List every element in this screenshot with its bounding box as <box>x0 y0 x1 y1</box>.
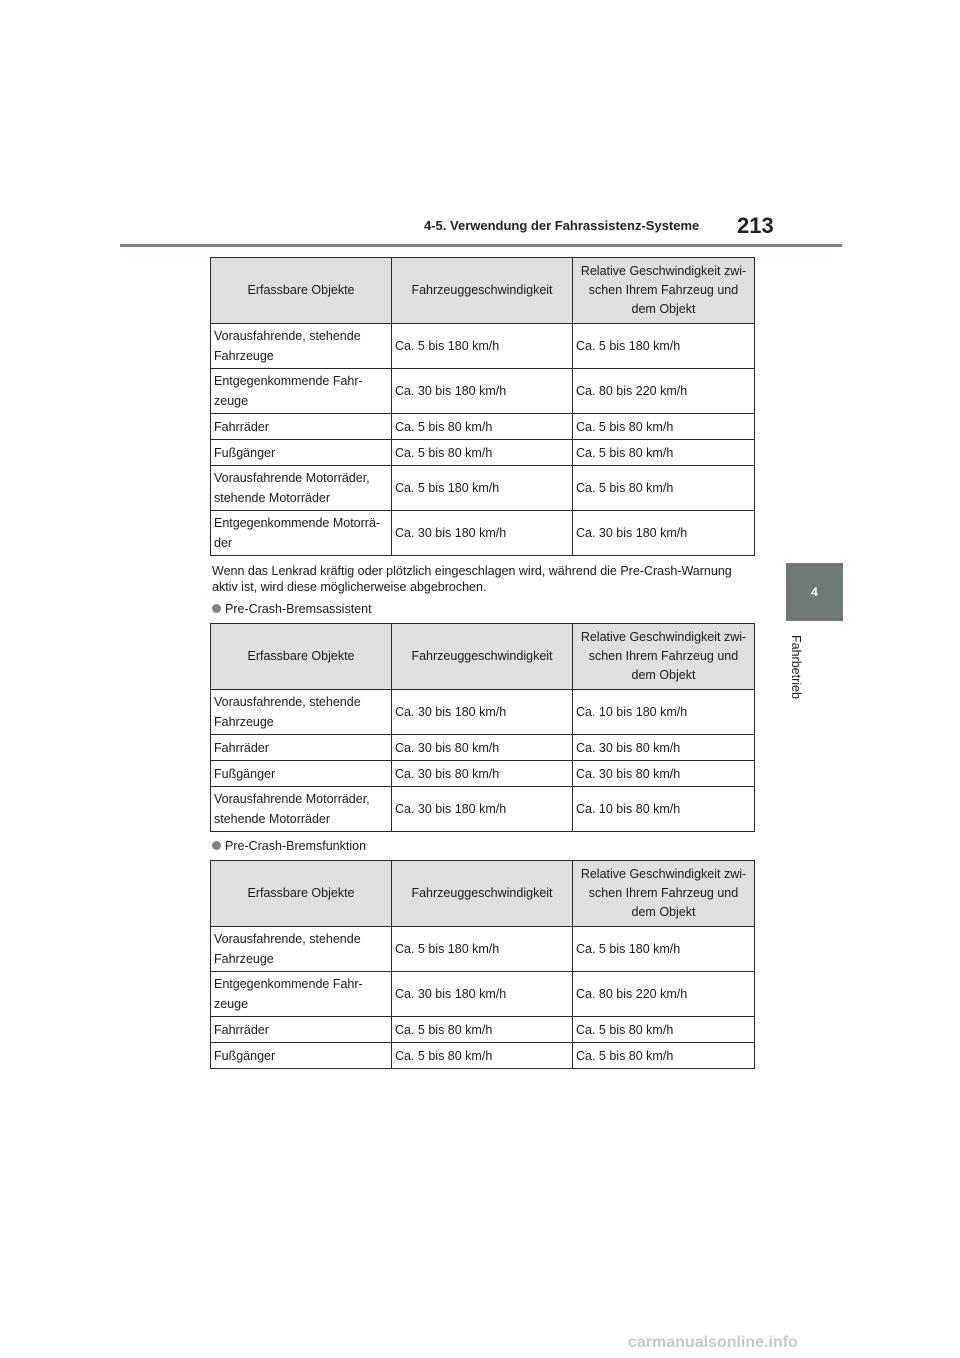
header-vehicle-speed: Fahrzeuggeschwindigkeit <box>392 624 573 690</box>
chapter-tab[interactable] <box>786 563 843 621</box>
table-row <box>211 761 755 787</box>
cell-object: Fahrräder <box>211 1017 392 1043</box>
detection-table-pre-crash-warning <box>210 257 755 556</box>
cell-object: Vorausfahrende, stehende Fahrzeuge <box>211 927 392 972</box>
bullet-brake-assist <box>212 602 372 616</box>
cell-vehicle-speed: Ca. 30 bis 180 km/h <box>392 511 573 556</box>
cell-object: Fußgänger <box>211 761 392 787</box>
cell-relative-speed: Ca. 80 bis 220 km/h <box>573 369 755 414</box>
table-row <box>211 1017 755 1043</box>
cell-object: Entgegenkommende Fahr- zeuge <box>211 972 392 1017</box>
info-paragraph: Wenn das Lenkrad kräftig oder plötzlich eingeschlagen wird, während die Pre-Crash-Warnung aktiv ist, wird diese möglicherweise abgebrochen. <box>212 564 732 594</box>
cell-relative-speed: Ca. 80 bis 220 km/h <box>573 972 755 1017</box>
cell-relative-speed: Ca. 5 bis 180 km/h <box>573 324 755 369</box>
cell-vehicle-speed: Ca. 5 bis 80 km/h <box>392 414 573 440</box>
table-header-row <box>211 624 755 690</box>
cell-relative-speed: Ca. 5 bis 80 km/h <box>573 440 755 466</box>
header-vehicle-speed: Fahrzeuggeschwindigkeit <box>392 861 573 927</box>
cell-vehicle-speed: Ca. 30 bis 180 km/h <box>392 690 573 735</box>
cell-object: Vorausfahrende, stehende Fahrzeuge <box>211 324 392 369</box>
watermark: carmanualsonline.info <box>628 1334 798 1351</box>
header-detectable-objects: Erfassbare Objekte <box>211 624 392 690</box>
cell-vehicle-speed: Ca. 30 bis 80 km/h <box>392 735 573 761</box>
bullet-label: Pre-Crash-Bremsfunktion <box>225 839 367 853</box>
table-row <box>211 440 755 466</box>
table-row <box>211 466 755 511</box>
cell-object: Vorausfahrende, stehende Fahrzeuge <box>211 690 392 735</box>
cell-vehicle-speed: Ca. 5 bis 180 km/h <box>392 324 573 369</box>
cell-relative-speed: Ca. 5 bis 80 km/h <box>573 1043 755 1069</box>
cell-relative-speed: Ca. 30 bis 80 km/h <box>573 761 755 787</box>
cell-object: Fußgänger <box>211 1043 392 1069</box>
table-row <box>211 324 755 369</box>
detection-table-brake-function <box>210 860 755 1069</box>
cell-relative-speed: Ca. 5 bis 180 km/h <box>573 927 755 972</box>
table-row <box>211 735 755 761</box>
cell-object: Entgegenkommende Fahr- zeuge <box>211 369 392 414</box>
cell-relative-speed: Ca. 30 bis 180 km/h <box>573 511 755 556</box>
cell-relative-speed: Ca. 10 bis 80 km/h <box>573 787 755 832</box>
table-row <box>211 972 755 1017</box>
cell-relative-speed: Ca. 5 bis 80 km/h <box>573 466 755 511</box>
bullet-dot-icon <box>212 841 221 850</box>
chapter-label: Fahrbetrieb <box>789 635 803 699</box>
cell-object: Vorausfahrende Motorräder, stehende Motorräder <box>211 787 392 832</box>
cell-vehicle-speed: Ca. 30 bis 180 km/h <box>392 369 573 414</box>
header-detectable-objects: Erfassbare Objekte <box>211 258 392 324</box>
bullet-brake-function <box>212 839 366 853</box>
cell-vehicle-speed: Ca. 5 bis 80 km/h <box>392 1043 573 1069</box>
bullet-dot-icon <box>212 604 221 613</box>
header-relative-speed: Relative Geschwindigkeit zwi- schen Ihrem Fahrzeug und dem Objekt <box>573 861 755 927</box>
table-row <box>211 414 755 440</box>
section-title: 4-5. Verwendung der Fahrassistenz-Systeme <box>424 218 700 233</box>
cell-vehicle-speed: Ca. 30 bis 80 km/h <box>392 761 573 787</box>
header-detectable-objects: Erfassbare Objekte <box>211 861 392 927</box>
table-row <box>211 787 755 832</box>
table-row <box>211 369 755 414</box>
cell-vehicle-speed: Ca. 30 bis 180 km/h <box>392 787 573 832</box>
cell-relative-speed: Ca. 10 bis 180 km/h <box>573 690 755 735</box>
cell-vehicle-speed: Ca. 5 bis 80 km/h <box>392 1017 573 1043</box>
cell-object: Fahrräder <box>211 735 392 761</box>
table-row <box>211 1043 755 1069</box>
cell-vehicle-speed: Ca. 5 bis 180 km/h <box>392 466 573 511</box>
table-row <box>211 927 755 972</box>
cell-object: Fußgänger <box>211 440 392 466</box>
table-row <box>211 690 755 735</box>
cell-relative-speed: Ca. 5 bis 80 km/h <box>573 414 755 440</box>
cell-relative-speed: Ca. 30 bis 80 km/h <box>573 735 755 761</box>
header-relative-speed: Relative Geschwindigkeit zwi- schen Ihrem Fahrzeug und dem Objekt <box>573 258 755 324</box>
bullet-label: Pre-Crash-Bremsassistent <box>225 602 372 616</box>
header-divider <box>120 244 842 247</box>
page-number: 213 <box>737 213 774 238</box>
header-relative-speed: Relative Geschwindigkeit zwi- schen Ihrem Fahrzeug und dem Objekt <box>573 624 755 690</box>
cell-vehicle-speed: Ca. 30 bis 180 km/h <box>392 972 573 1017</box>
chapter-number: 4 <box>811 585 818 599</box>
cell-object: Fahrräder <box>211 414 392 440</box>
cell-object: Entgegenkommende Motorrä- der <box>211 511 392 556</box>
header-vehicle-speed: Fahrzeuggeschwindigkeit <box>392 258 573 324</box>
table-header-row <box>211 258 755 324</box>
table-header-row <box>211 861 755 927</box>
table-row <box>211 511 755 556</box>
detection-table-brake-assist <box>210 623 755 832</box>
cell-vehicle-speed: Ca. 5 bis 80 km/h <box>392 440 573 466</box>
cell-relative-speed: Ca. 5 bis 80 km/h <box>573 1017 755 1043</box>
cell-object: Vorausfahrende Motorräder, stehende Motorräder <box>211 466 392 511</box>
cell-vehicle-speed: Ca. 5 bis 180 km/h <box>392 927 573 972</box>
